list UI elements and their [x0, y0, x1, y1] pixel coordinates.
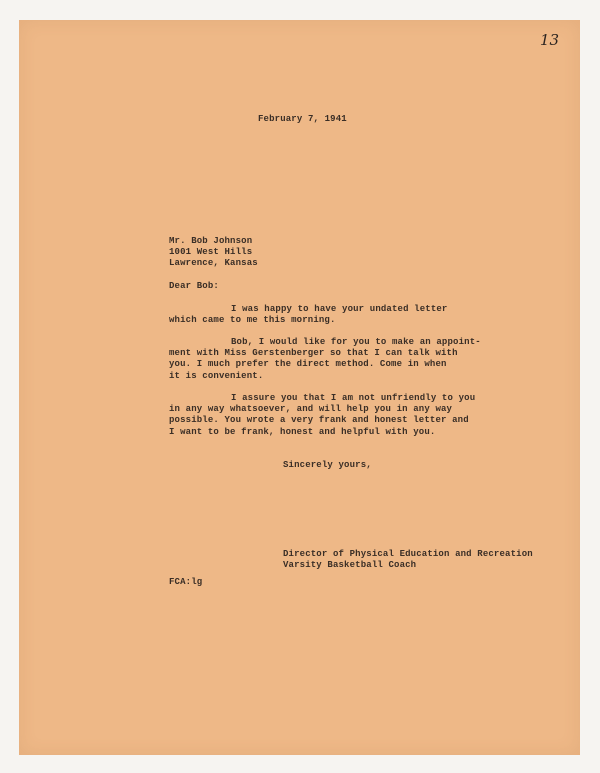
salutation: Dear Bob:: [169, 281, 219, 291]
paragraph-line: I want to be frank, honest and helpful with you.: [169, 426, 436, 437]
recipient-address: [169, 236, 258, 270]
paragraph-line: in any way whatsoever, and will help you in any way: [169, 404, 453, 415]
recipient-line: Lawrence, Kansas: [169, 258, 258, 269]
signature-block: [283, 549, 533, 571]
letter-date: February 7, 1941: [258, 114, 347, 124]
recipient-line: Mr. Bob Johnson: [169, 236, 253, 246]
signature-title: Varsity Basketball Coach: [283, 560, 417, 571]
letter-page: [19, 20, 580, 755]
typist-initials: FCA:lg: [169, 577, 203, 587]
signature-title: Director of Physical Education and Recreation: [283, 549, 533, 559]
paragraph-line: which came to me this morning.: [169, 315, 336, 326]
closing: Sincerely yours,: [283, 460, 372, 470]
body-paragraph-1: [169, 304, 447, 326]
body-paragraph-3: [169, 393, 475, 438]
paragraph-line: I was happy to have your undated letter: [231, 304, 448, 314]
body-paragraph-2: [169, 337, 481, 382]
paragraph-line: Bob, I would like for you to make an appoint-: [231, 337, 481, 347]
paragraph-line: I assure you that I am not unfriendly to you: [231, 393, 476, 403]
page-number-mark: 13: [540, 31, 560, 49]
paragraph-line: ment with Miss Gerstenberger so that I can talk with: [169, 348, 458, 359]
recipient-line: 1001 West Hills: [169, 247, 253, 258]
paragraph-line: possible. You wrote a very frank and honest letter and: [169, 415, 469, 426]
paragraph-line: you. I much prefer the direct method. Come in when: [169, 359, 447, 370]
paragraph-line: it is convenient.: [169, 370, 264, 381]
